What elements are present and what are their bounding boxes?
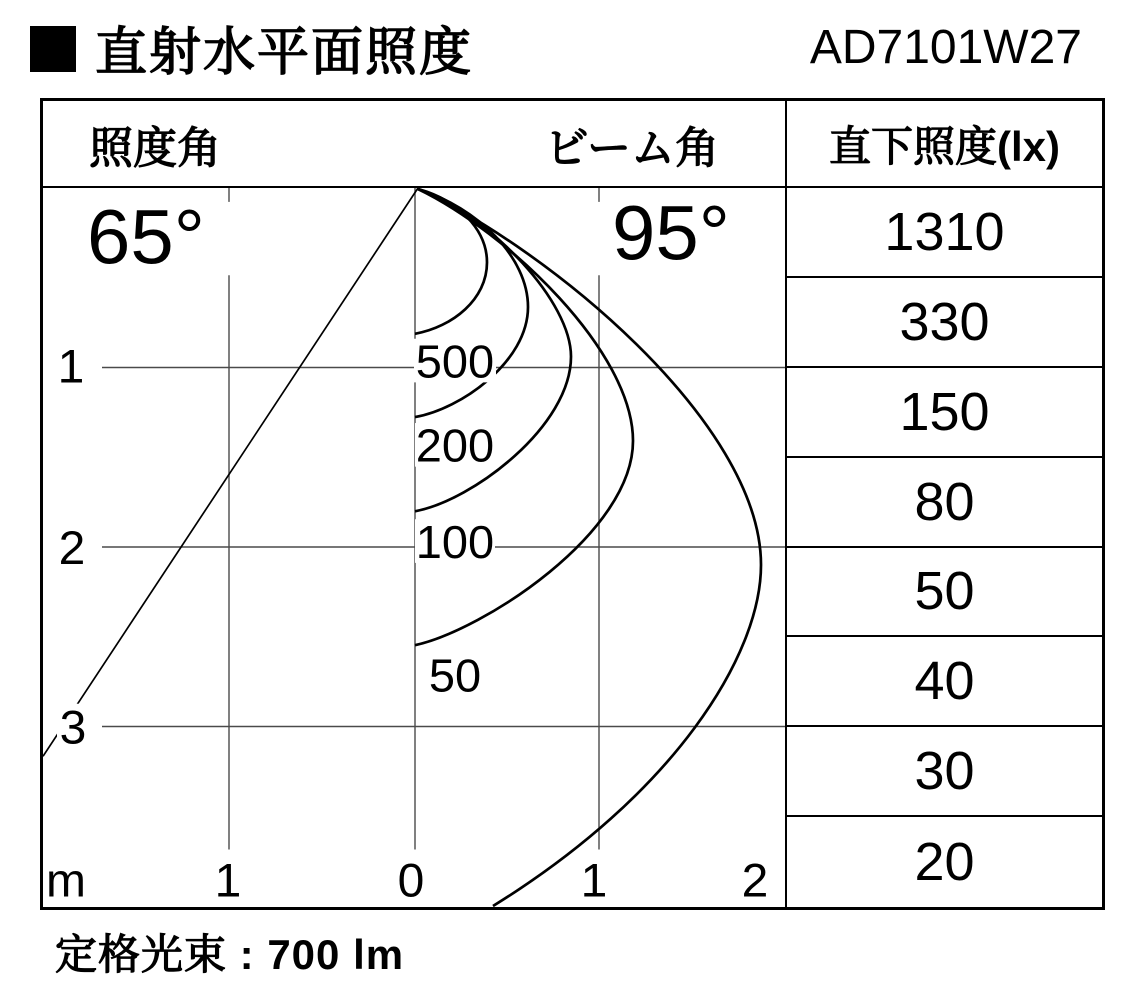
page-title: 直射水平面照度: [95, 24, 474, 82]
illuminance-value-row: [787, 637, 1102, 727]
rated-luminous-flux: 定格光束 : 700 lm: [55, 931, 405, 978]
isolux-chart: [43, 188, 785, 907]
illuminance-value: 80: [914, 471, 975, 532]
direct-illuminance-header: 直下照度(lx): [828, 122, 1060, 170]
illuminance-value: 50: [914, 561, 975, 622]
section-bullet-icon: [30, 26, 76, 72]
illuminance-value-row: [787, 278, 1102, 368]
isolux-curve-50: [415, 189, 633, 645]
xtick-left-1: 1: [214, 854, 242, 907]
illuminance-value-row: [787, 368, 1102, 458]
contour-label-100: 100: [415, 516, 495, 568]
beam-angle-header: ビーム角: [544, 123, 719, 173]
illuminance-angle-value: 65°: [87, 194, 205, 281]
header-cell-direct-illuminance: [785, 101, 1102, 188]
illuminance-value-row: [787, 458, 1102, 548]
contour-label-50: 50: [428, 649, 482, 702]
illuminance-value: 30: [914, 741, 975, 802]
model-number: AD7101W27: [809, 21, 1082, 74]
contour-label-200: 200: [415, 419, 495, 472]
xtick-0: 0: [397, 854, 425, 907]
xtick-m: m: [46, 854, 86, 907]
illuminance-value: 330: [899, 291, 990, 352]
xtick-2: 2: [741, 854, 769, 907]
title-row: [0, 0, 1126, 95]
header-cell-angles: [43, 101, 785, 188]
illuminance-value-row: [787, 817, 1102, 907]
illuminance-value: 20: [914, 832, 975, 893]
ytick-1: 1: [57, 340, 85, 394]
xtick-right-1: 1: [580, 854, 608, 907]
contour-label-500: 500: [415, 335, 495, 388]
ytick-2: 2: [58, 522, 86, 576]
illuminance-value-row: [787, 188, 1102, 278]
ytick-3: 3: [59, 701, 87, 755]
illuminance-angle-header: 照度角: [89, 123, 221, 173]
illuminance-value-row: [787, 727, 1102, 817]
isolux-curve-500: [415, 189, 487, 334]
illuminance-value: 40: [914, 651, 975, 712]
direct-illuminance-column: [785, 188, 1102, 907]
beam-angle-value: 95°: [612, 190, 730, 277]
illuminance-value-row: [787, 548, 1102, 638]
illuminance-value: 150: [899, 381, 990, 442]
photometric-panel: [40, 98, 1105, 910]
isolux-chart-svg: [43, 188, 785, 907]
illuminance-value: 1310: [884, 201, 1005, 262]
